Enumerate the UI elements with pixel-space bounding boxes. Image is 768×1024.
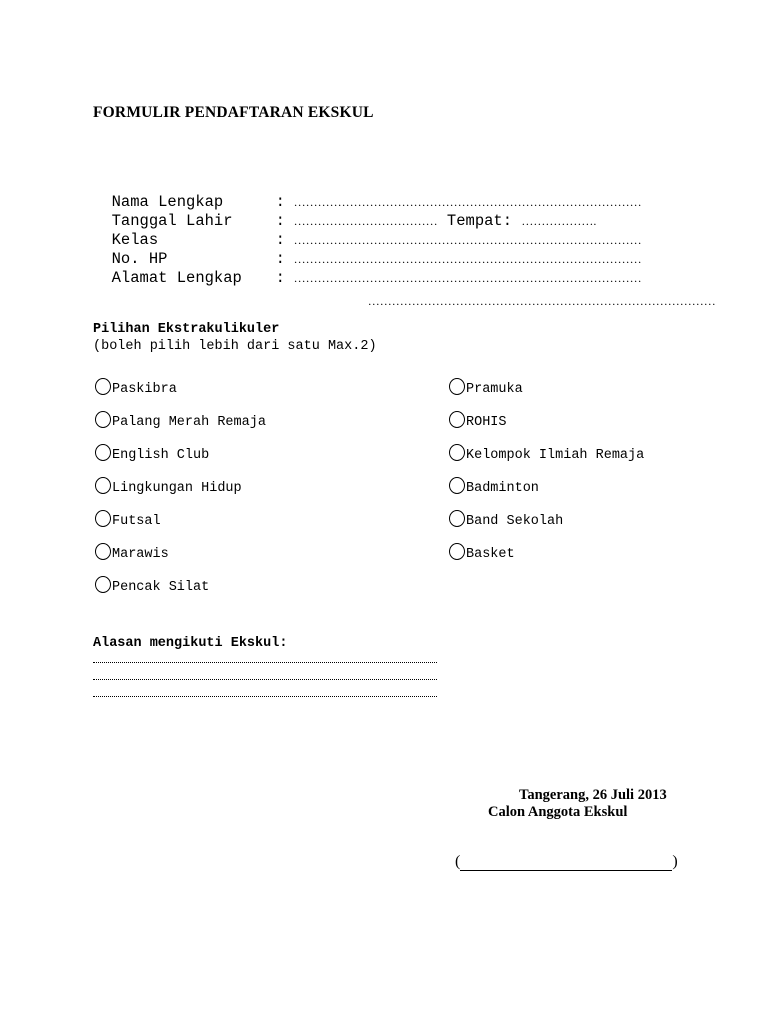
fill-line[interactable]: …………………………………………………………………………… [367, 294, 716, 308]
option-palang-merah-remaja[interactable] [95, 413, 266, 430]
option-badminton[interactable] [449, 479, 539, 496]
option-label: Basket [466, 547, 515, 562]
field-colon: : [275, 250, 285, 268]
field-colon: : [275, 231, 285, 249]
field-colon: : [275, 269, 285, 287]
option-futsal[interactable] [95, 512, 161, 529]
form-title: FORMULIR PENDAFTARAN EKSKUL [93, 104, 374, 121]
reason-heading: Alasan mengikuti Ekskul: [93, 636, 288, 651]
close-paren: ) [672, 853, 678, 870]
radio-circle-icon[interactable] [95, 444, 111, 461]
option-label: Lingkungan Hidup [112, 481, 242, 496]
option-basket[interactable] [449, 545, 515, 562]
field-label: No. HP [111, 250, 168, 268]
option-label: Kelompok Ilmiah Remaja [466, 448, 645, 463]
option-marawis[interactable] [95, 545, 169, 562]
option-rohis[interactable] [449, 413, 507, 430]
signature-underline[interactable] [460, 856, 672, 871]
option-label: Palang Merah Remaja [112, 415, 266, 430]
option-label: ROHIS [466, 415, 507, 430]
option-kelompok-ilmiah-remaja[interactable] [449, 446, 644, 463]
choices-note: (boleh pilih lebih dari satu Max.2) [93, 339, 377, 354]
radio-circle-icon[interactable] [95, 411, 111, 428]
option-label: Badminton [466, 481, 539, 496]
option-label: Paskibra [112, 382, 177, 397]
radio-circle-icon[interactable] [449, 411, 465, 428]
option-band-sekolah[interactable] [449, 512, 563, 529]
fill-line-tempat[interactable]: ………………. [521, 214, 597, 228]
open-paren: ( [455, 853, 461, 870]
field-label-tempat: Tempat: [446, 212, 513, 230]
option-english-club[interactable] [95, 446, 209, 463]
radio-circle-icon[interactable] [95, 510, 111, 527]
fill-line[interactable]: …………………………………………………………………………… [293, 252, 642, 266]
field-colon: : [275, 193, 285, 211]
option-label: Futsal [112, 514, 161, 529]
radio-circle-icon[interactable] [449, 477, 465, 494]
field-label: Alamat Lengkap [111, 269, 242, 287]
option-lingkungan-hidup[interactable] [95, 479, 242, 496]
field-label: Nama Lengkap [111, 193, 224, 211]
signer-role: Calon Anggota Ekskul [488, 804, 628, 820]
field-colon: : [275, 212, 285, 230]
signature-line[interactable] [455, 853, 678, 871]
radio-circle-icon[interactable] [95, 543, 111, 560]
reason-fill-line-1[interactable] [93, 662, 437, 663]
fill-line[interactable]: ……………………………… [293, 214, 438, 228]
place-date: Tangerang, 26 Juli 2013 [519, 787, 667, 803]
choices-heading: Pilihan Ekstrakulikuler [93, 322, 280, 337]
radio-circle-icon[interactable] [95, 576, 111, 593]
option-label: Pramuka [466, 382, 523, 397]
option-pencak-silat[interactable] [95, 578, 209, 595]
radio-circle-icon[interactable] [95, 477, 111, 494]
radio-circle-icon[interactable] [449, 543, 465, 560]
option-label: Marawis [112, 547, 169, 562]
option-label: Band Sekolah [466, 514, 564, 529]
option-label: English Club [112, 448, 210, 463]
address-continuation-line[interactable] [360, 272, 716, 311]
reason-fill-line-2[interactable] [93, 679, 437, 680]
fill-line[interactable]: …………………………………………………………………………… [293, 271, 642, 285]
reason-fill-line-3[interactable] [93, 696, 437, 697]
option-label: Pencak Silat [112, 580, 210, 595]
radio-circle-icon[interactable] [449, 378, 465, 395]
radio-circle-icon[interactable] [449, 444, 465, 461]
option-paskibra[interactable] [95, 380, 177, 397]
field-label: Tanggal Lahir [111, 212, 233, 230]
fill-line[interactable]: …………………………………………………………………………… [293, 195, 642, 209]
field-label: Kelas [111, 231, 159, 249]
radio-circle-icon[interactable] [95, 378, 111, 395]
fill-line[interactable]: …………………………………………………………………………… [293, 233, 642, 247]
radio-circle-icon[interactable] [449, 510, 465, 527]
option-pramuka[interactable] [449, 380, 523, 397]
